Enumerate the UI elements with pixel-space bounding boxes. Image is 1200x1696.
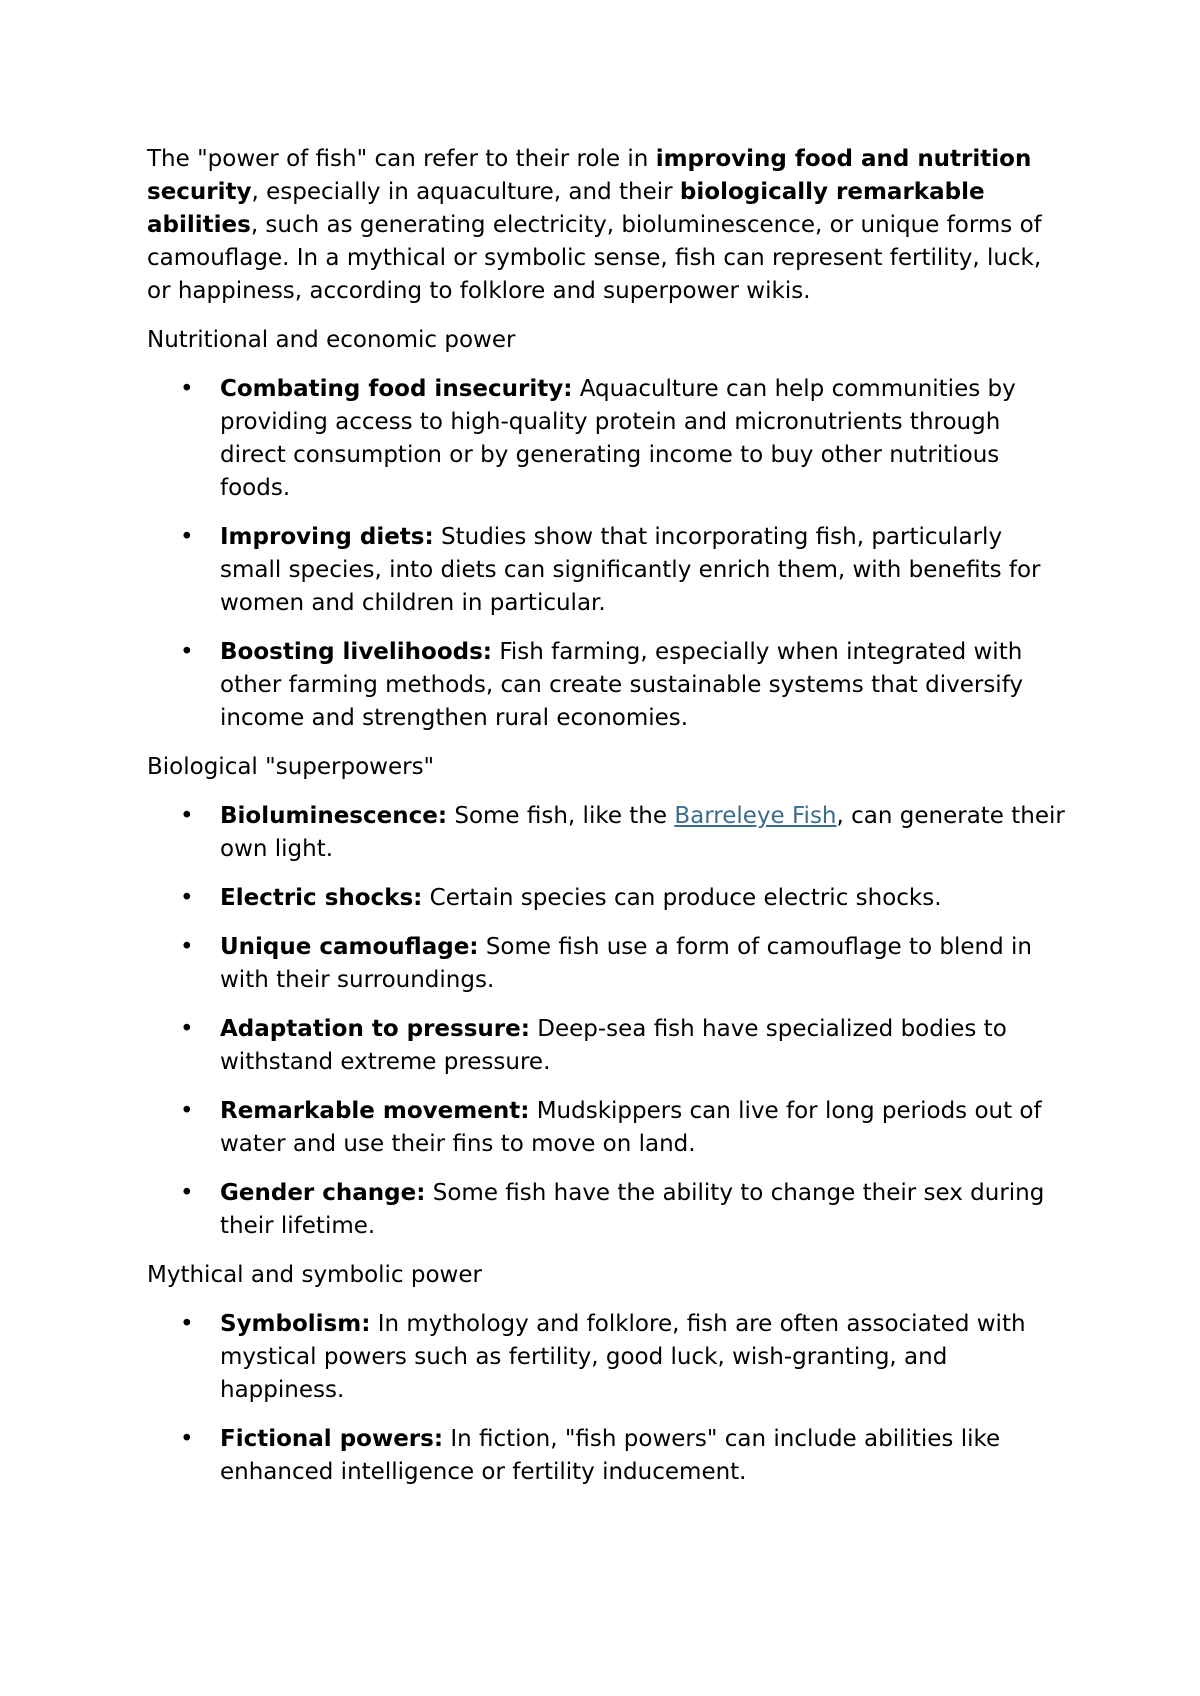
item-label: Bioluminescence: — [220, 803, 448, 829]
list-item — [147, 521, 1067, 620]
item-label: Boosting livelihoods: — [220, 639, 493, 665]
bullet-icon: • — [180, 376, 194, 402]
item-text: , can generate their own light. — [220, 803, 1065, 862]
list-item — [147, 636, 1067, 735]
section-heading-nutritional: Nutritional and economic power — [147, 327, 516, 353]
item-label: Electric shocks: — [220, 885, 423, 911]
list-item — [147, 1308, 1067, 1407]
mythical-list — [147, 1308, 1067, 1489]
bullet-icon: • — [180, 885, 194, 911]
document-page — [147, 143, 1067, 1505]
list-item — [147, 882, 1067, 915]
bullet-icon: • — [180, 1098, 194, 1124]
item-text: Some fish, like the — [447, 803, 675, 829]
list-item — [147, 373, 1067, 505]
item-text: In fiction, "fish powers" can include abilities like enhanced intelligence or fertility inducement. — [220, 1426, 1001, 1485]
item-text: Fish farming, especially when integrated with other farming methods, can create sustainable systems that diversify income and strengthen rural economies. — [220, 639, 1024, 731]
section-heading-biological: Biological "superpowers" — [147, 754, 435, 780]
item-text: Deep-sea fish have specialized bodies to withstand extreme pressure. — [220, 1016, 1007, 1075]
bullet-icon: • — [180, 639, 194, 665]
intro-text: The "power of fish" can refer to their role in — [147, 146, 656, 172]
item-label: Unique camouflage: — [220, 934, 479, 960]
list-item — [147, 1423, 1067, 1489]
bullet-icon: • — [180, 1016, 194, 1042]
bullet-icon: • — [180, 1311, 194, 1337]
item-label: Remarkable movement: — [220, 1098, 530, 1124]
section-heading-mythical: Mythical and symbolic power — [147, 1262, 482, 1288]
bullet-icon: • — [180, 1180, 194, 1206]
bullet-icon: • — [180, 803, 194, 829]
list-item — [147, 1013, 1067, 1079]
nutritional-list — [147, 373, 1067, 735]
biological-list — [147, 800, 1067, 1243]
bullet-icon: • — [180, 934, 194, 960]
item-text: Mudskippers can live for long periods out of water and use their fins to move on land. — [220, 1098, 1042, 1157]
list-item — [147, 1177, 1067, 1243]
item-label: Improving diets: — [220, 524, 434, 550]
item-label: Combating food insecurity: — [220, 376, 573, 402]
item-label: Adaptation to pressure: — [220, 1016, 530, 1042]
list-item — [147, 800, 1067, 866]
item-text: Some fish use a form of camouflage to blend in with their surroundings. — [220, 934, 1032, 993]
item-label: Gender change: — [220, 1180, 426, 1206]
list-item — [147, 931, 1067, 997]
item-text: In mythology and folklore, fish are often associated with mystical powers such as fertility, good luck, wish-granting, and happiness. — [220, 1311, 1026, 1403]
item-text: Studies show that incorporating fish, particularly small species, into diets can significantly enrich them, with benefits for women and children in particular. — [220, 524, 1041, 616]
item-text: Aquaculture can help communities by providing access to high-quality protein and micronutrients through direct consumption or by generating income to buy other nutritious foods. — [220, 376, 1016, 501]
item-text: Some fish have the ability to change their sex during their lifetime. — [220, 1180, 1045, 1239]
item-text: Certain species can produce electric shocks. — [422, 885, 942, 911]
intro-text: , such as generating electricity, bioluminescence, or unique forms of camouflage. In a mythical or symbolic sense, fish can represent fertility, luck, or happiness, according to folklore and superpower wikis. — [147, 212, 1042, 304]
intro-bold-food-security: improving food and nutrition security — [147, 146, 1032, 205]
bullet-icon: • — [180, 524, 194, 550]
intro-bold-biological-abilities: biologically remarkable abilities — [147, 179, 985, 238]
item-label: Fictional powers: — [220, 1426, 444, 1452]
item-label: Symbolism: — [220, 1311, 371, 1337]
intro-paragraph — [147, 143, 1067, 308]
barreleye-fish-link[interactable]: Barreleye Fish — [674, 803, 837, 829]
bullet-icon: • — [180, 1426, 194, 1452]
intro-text: , especially in aquaculture, and their — [251, 179, 680, 205]
list-item — [147, 1095, 1067, 1161]
